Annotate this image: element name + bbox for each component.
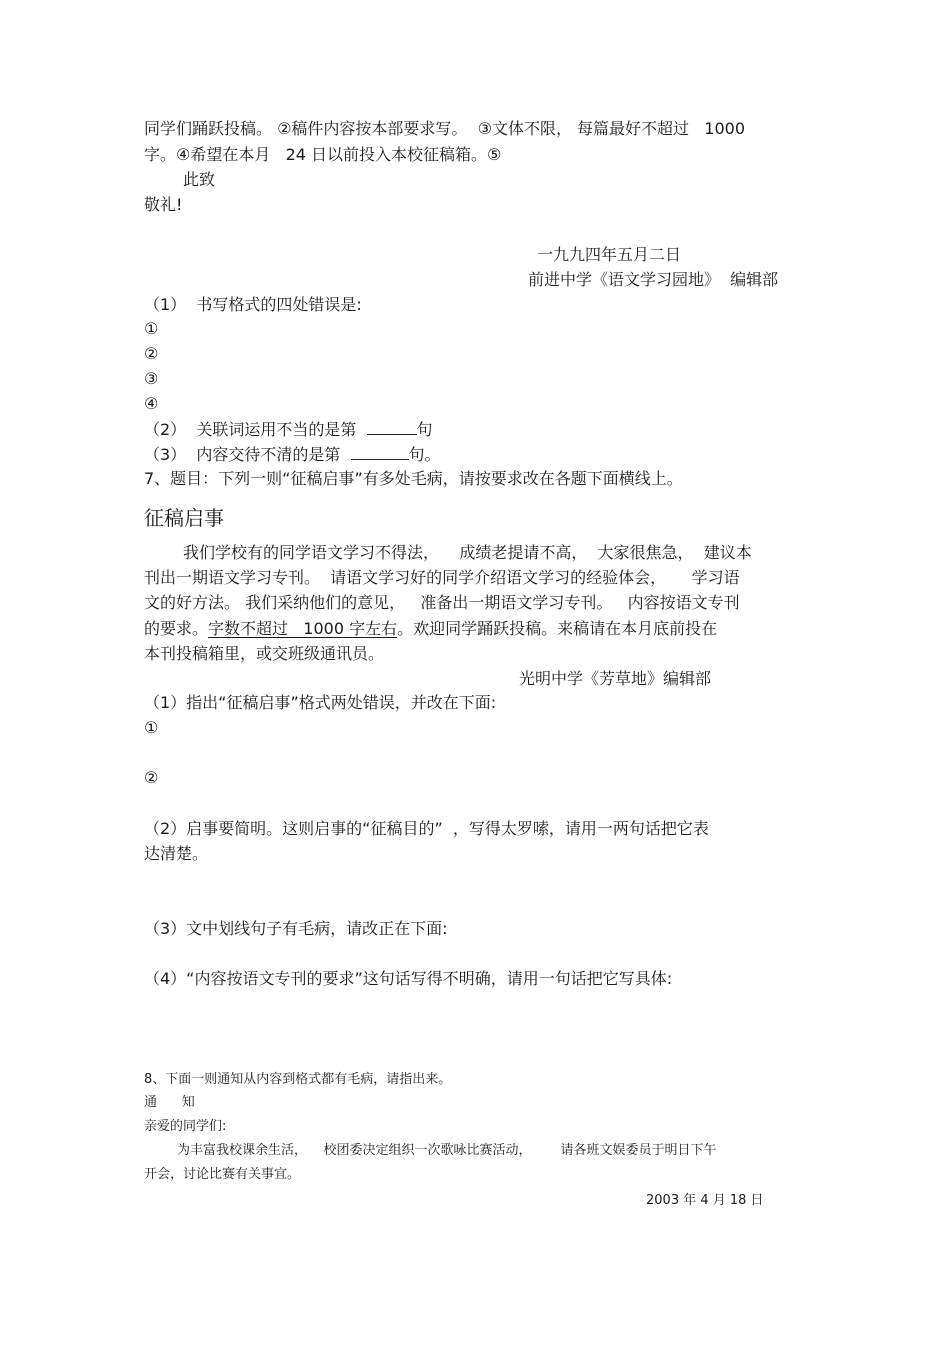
q6-part-2 <box>144 420 433 439</box>
q7-sub-2-line-2: 达清楚。 <box>144 844 209 863</box>
q7-body-line-5: 本刊投稿箱里，或交班级通讯员。 <box>144 644 385 663</box>
q6-part-3 <box>144 445 441 464</box>
letter-jingli: 敬礼! <box>144 195 183 214</box>
letter-line-2: 字。④希望在本月 24 日以前投入本校征稿箱。⑤ <box>144 145 502 164</box>
q8-body-line-2: 开会，讨论比赛有关事宜。 <box>144 1167 301 1182</box>
q7-body-line-4-end: 。欢迎同学踊跃投稿。来稿请在本月底前投在 <box>397 619 718 638</box>
letter-line-1: 同学们踊跃投稿。 ②稿件内容按本部要求写。 ③文体不限， 每篇最好不超过 1000 <box>144 119 746 138</box>
q7-sub-1: （1）指出“征稿启事”格式两处错误，并改在下面: <box>144 693 497 712</box>
q6-marker-1: ① <box>144 319 159 338</box>
answer-blank[interactable] <box>351 445 409 460</box>
underlined-sentence: 字数不超过 1000 字左右 <box>208 619 398 638</box>
q7-heading: 7、题目：下列一则“征稿启事”有多处毛病，请按要求改在各题下面横线上。 <box>144 469 683 488</box>
q7-body-line-3: 文的好方法。 我们采纳他们的意见， 准备出一期语文学习专刊。 内容按语文专刊 <box>144 593 740 612</box>
q6-part-1: （1） 书写格式的四处错误是: <box>144 295 362 314</box>
q7-body-line-1: 我们学校有的同学语文学习不得法， 成绩老提请不高， 大家很焦急， 建议本 <box>183 543 752 562</box>
q7-sub-3: （3）文中划线句子有毛病，请改正在下面: <box>144 919 448 938</box>
q7-body-line-4-start: 的要求。 <box>144 619 209 638</box>
letter-cizhi: 此致 <box>183 170 216 189</box>
answer-blank[interactable] <box>367 420 417 435</box>
q8-heading: 8、下面一则通知从内容到格式都有毛病，请指出来。 <box>144 1072 452 1087</box>
q6-part-3-text: （3） 内容交待不清的是第 <box>144 445 351 464</box>
q6-marker-4: ④ <box>144 394 159 413</box>
q7-sub-1-marker-2: ② <box>144 768 159 787</box>
q7-sub-2-line-1: （2）启事要简明。这则启事的“征稿目的” ，写得太罗嗦，请用一两句话把它表 <box>144 819 709 838</box>
q6-part-2-text: （2） 关联词运用不当的是第 <box>144 420 367 439</box>
q7-body-line-2: 刊出一期语文学习专刊。 请语文学习好的同学介绍语文学习的经验体会， 学习语 <box>144 568 740 587</box>
q7-signature: 光明中学《芳草地》编辑部 <box>519 669 712 688</box>
q8-notice-title: 通 知 <box>144 1095 195 1110</box>
q8-greeting: 亲爱的同学们: <box>144 1119 227 1134</box>
q7-body-line-4 <box>144 620 717 638</box>
q7-notice-title: 征稿启事 <box>144 506 224 530</box>
q6-marker-2: ② <box>144 344 159 363</box>
letter-signature: 前进中学《语文学习园地》 编辑部 <box>528 270 779 289</box>
q8-date: 2003 年 4 月 18 日 <box>646 1193 764 1208</box>
q6-marker-3: ③ <box>144 369 159 388</box>
q7-sub-1-marker-1: ① <box>144 718 159 737</box>
q6-part-3-suffix: 句。 <box>408 445 441 464</box>
q8-body-line-1: 为丰富我校课余生活， 校团委决定组织一次歌咏比赛活动， 请各班文娱委员于明日下午 <box>177 1143 717 1158</box>
q7-sub-4: （4）“内容按语文专刊的要求”这句话写得不明确，请用一句话把它写具体: <box>144 969 673 988</box>
q6-part-2-suffix: 句 <box>416 420 433 439</box>
letter-date: 一九九四年五月二日 <box>537 245 682 264</box>
